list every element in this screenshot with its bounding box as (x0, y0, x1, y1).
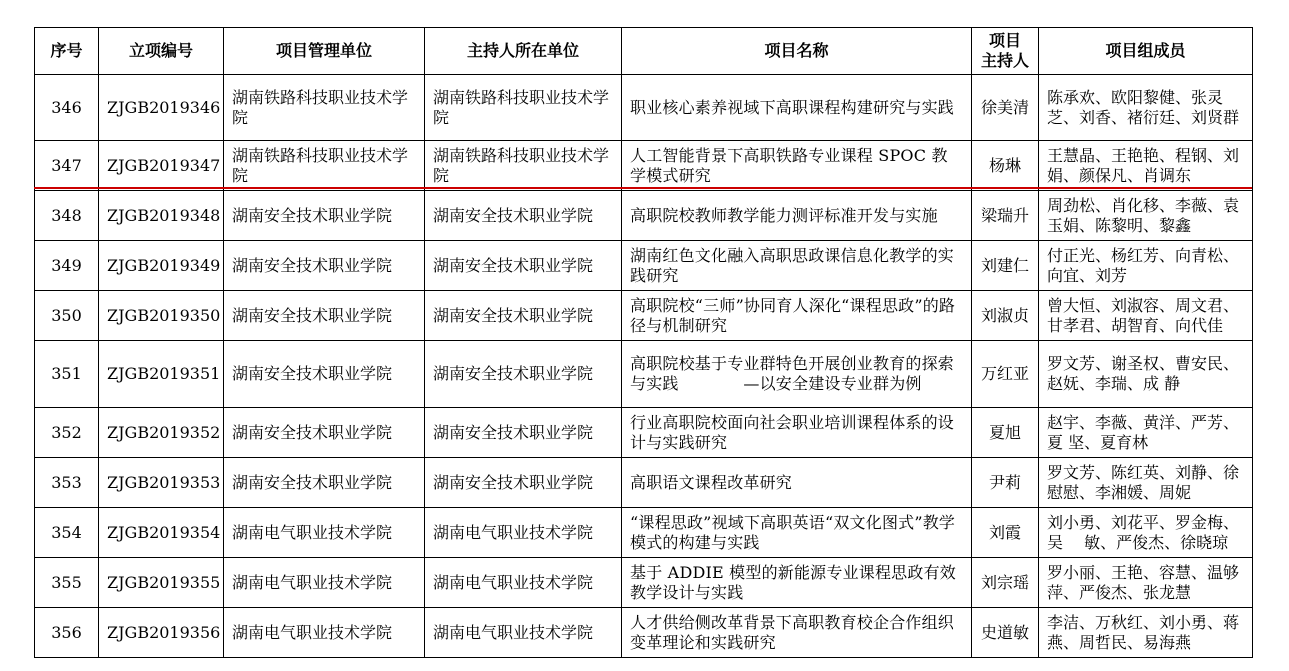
row-code: ZJGB2019346 (99, 75, 224, 141)
header-code: 立项编号 (99, 28, 224, 75)
header-members: 项目组成员 (1039, 28, 1253, 75)
row-members: 付正光、杨红芳、向青松、向宜、刘芳 (1039, 241, 1253, 291)
table-row (35, 558, 1253, 608)
row-mgmt-unit: 湖南电气职业技术学院 (224, 558, 425, 608)
row-seq: 351 (35, 341, 99, 408)
table-row (35, 241, 1253, 291)
row-host-unit: 湖南铁路科技职业技术学院 (425, 75, 622, 141)
table-row (35, 608, 1253, 658)
row-seq: 355 (35, 558, 99, 608)
row-members: 赵宇、李薇、黄洋、严芳、夏 坚、夏育林 (1039, 408, 1253, 458)
row-project-name: “课程思政”视域下高职英语“双文化图式”教学模式的构建与实践 (622, 508, 972, 558)
row-project-name: 行业高职院校面向社会职业培训课程体系的设计与实践研究 (622, 408, 972, 458)
row-project-name: 高职院校教师教学能力测评标准开发与实施 (622, 191, 972, 241)
row-members: 罗小丽、王艳、容慧、温够萍、严俊杰、张龙慧 (1039, 558, 1253, 608)
row-mgmt-unit: 湖南铁路科技职业技术学院 (224, 75, 425, 141)
row-host: 刘霞 (972, 508, 1039, 558)
row-mgmt-unit: 湖南安全技术职业学院 (224, 408, 425, 458)
row-host: 徐美清 (972, 75, 1039, 141)
header-host: 项目 主持人 (972, 28, 1039, 75)
table-row (35, 508, 1253, 558)
row-seq: 349 (35, 241, 99, 291)
table-row (35, 141, 1253, 191)
row-host: 刘宗瑶 (972, 558, 1039, 608)
row-host-unit: 湖南铁路科技职业技术学院 (425, 141, 622, 191)
row-members: 曾大恒、刘淑容、周文君、甘孝君、胡智育、向代佳 (1039, 291, 1253, 341)
row-project-name: 职业核心素养视域下高职课程构建研究与实践 (622, 75, 972, 141)
row-host: 刘建仁 (972, 241, 1039, 291)
header-row (35, 28, 1253, 75)
row-code: ZJGB2019349 (99, 241, 224, 291)
row-members: 陈承欢、欧阳黎健、张灵芝、刘香、褚衍廷、刘贤群 (1039, 75, 1253, 141)
row-seq: 354 (35, 508, 99, 558)
row-host: 万红亚 (972, 341, 1039, 408)
row-project-name: 湖南红色文化融入高职思政课信息化教学的实践研究 (622, 241, 972, 291)
row-host-unit: 湖南安全技术职业学院 (425, 408, 622, 458)
row-members: 刘小勇、刘花平、罗金梅、吴 敏、严俊杰、徐晓琼 (1039, 508, 1253, 558)
header-seq: 序号 (35, 28, 99, 75)
row-host: 刘淑贞 (972, 291, 1039, 341)
row-mgmt-unit: 湖南安全技术职业学院 (224, 291, 425, 341)
row-seq: 346 (35, 75, 99, 141)
row-members: 周劲松、肖化移、李薇、袁玉娟、陈黎明、黎鑫 (1039, 191, 1253, 241)
row-project-name: 人才供给侧改革背景下高职教育校企合作组织变革理论和实践研究 (622, 608, 972, 658)
row-host: 尹莉 (972, 458, 1039, 508)
row-host-unit: 湖南安全技术职业学院 (425, 241, 622, 291)
row-project-name: 人工智能背景下高职铁路专业课程 SPOC 教学模式研究 (622, 141, 972, 191)
row-host: 史道敏 (972, 608, 1039, 658)
row-mgmt-unit: 湖南铁路科技职业技术学院 (224, 141, 425, 191)
row-host-unit: 湖南电气职业技术学院 (425, 558, 622, 608)
row-members: 罗文芳、谢圣权、曹安民、赵妩、李瑞、成 静 (1039, 341, 1253, 408)
row-mgmt-unit: 湖南安全技术职业学院 (224, 191, 425, 241)
row-members: 王慧晶、王艳艳、程钢、刘娟、颜保凡、肖调东 (1039, 141, 1253, 191)
row-host-unit: 湖南安全技术职业学院 (425, 291, 622, 341)
row-code: ZJGB2019348 (99, 191, 224, 241)
row-host-unit: 湖南电气职业技术学院 (425, 508, 622, 558)
row-project-name: 基于 ADDIE 模型的新能源专业课程思政有效教学设计与实践 (622, 558, 972, 608)
row-project-name: 高职语文课程改革研究 (622, 458, 972, 508)
project-table (34, 27, 1253, 658)
row-members: 李洁、万秋红、刘小勇、蒋燕、周哲民、易海燕 (1039, 608, 1253, 658)
row-mgmt-unit: 湖南安全技术职业学院 (224, 341, 425, 408)
table-row (35, 291, 1253, 341)
row-mgmt-unit: 湖南安全技术职业学院 (224, 241, 425, 291)
row-code: ZJGB2019356 (99, 608, 224, 658)
row-host: 杨琳 (972, 141, 1039, 191)
row-mgmt-unit: 湖南安全技术职业学院 (224, 458, 425, 508)
table-row (35, 191, 1253, 241)
row-mgmt-unit: 湖南电气职业技术学院 (224, 508, 425, 558)
row-host-unit: 湖南安全技术职业学院 (425, 341, 622, 408)
row-seq: 356 (35, 608, 99, 658)
row-code: ZJGB2019351 (99, 341, 224, 408)
row-code: ZJGB2019353 (99, 458, 224, 508)
red-underline-annotation (34, 187, 1252, 189)
row-seq: 347 (35, 141, 99, 191)
table-row (35, 408, 1253, 458)
row-seq: 348 (35, 191, 99, 241)
row-members: 罗文芳、陈红英、刘静、徐慰慰、李湘媛、周妮 (1039, 458, 1253, 508)
row-code: ZJGB2019355 (99, 558, 224, 608)
table-row (35, 75, 1253, 141)
row-host-unit: 湖南安全技术职业学院 (425, 458, 622, 508)
row-host: 梁瑞升 (972, 191, 1039, 241)
row-host-unit: 湖南电气职业技术学院 (425, 608, 622, 658)
row-host: 夏旭 (972, 408, 1039, 458)
table-row (35, 341, 1253, 408)
row-mgmt-unit: 湖南电气职业技术学院 (224, 608, 425, 658)
row-seq: 350 (35, 291, 99, 341)
row-project-name: 高职院校基于专业群特色开展创业教育的探索与实践 —以安全建设专业群为例 (622, 341, 972, 408)
row-seq: 353 (35, 458, 99, 508)
table-body (35, 75, 1253, 658)
row-code: ZJGB2019350 (99, 291, 224, 341)
row-code: ZJGB2019354 (99, 508, 224, 558)
table-row (35, 458, 1253, 508)
row-seq: 352 (35, 408, 99, 458)
row-project-name: 高职院校“三师”协同育人深化“课程思政”的路径与机制研究 (622, 291, 972, 341)
row-host-unit: 湖南安全技术职业学院 (425, 191, 622, 241)
header-mgmt-unit: 项目管理单位 (224, 28, 425, 75)
header-host-unit: 主持人所在单位 (425, 28, 622, 75)
row-code: ZJGB2019352 (99, 408, 224, 458)
row-code: ZJGB2019347 (99, 141, 224, 191)
header-project-name: 项目名称 (622, 28, 972, 75)
